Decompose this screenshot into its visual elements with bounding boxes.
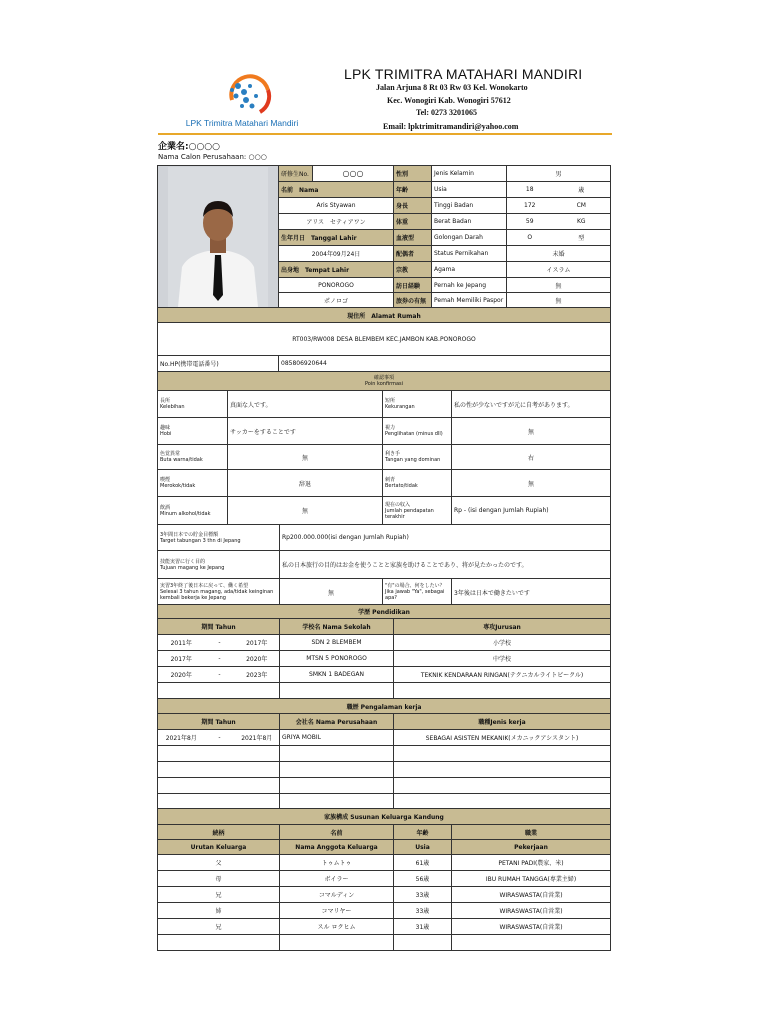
smoke-value: 辞退 [228,470,383,497]
vision-value: 無 [452,418,611,445]
table-row: 兄 コマルディン 33歳 WIRASWASTA(自営業) [158,887,611,903]
color-label: 色覚異常 Buta warna/tidak [158,445,228,470]
company-name: LPK TRIMITRA MATAHARI MANDIRI [344,66,583,82]
trainee-no-label: 研修生No. [279,166,313,182]
pob-katakana: ポノロゴ [279,293,394,308]
weakness-label: 短所 Kekurangan [383,391,452,418]
company-label: 企業名:○○○○ [158,142,221,152]
pob-value: PONOROGO [279,278,394,293]
education-col-period: 期間 Tahun [158,619,280,635]
smoke-label: 喫煙 Merokok/tidak [158,470,228,497]
strength-value: 真面な人です。 [228,391,383,418]
family-table [157,808,611,951]
visit-label-id: Pernah ke Jepang [432,278,507,293]
table-row: 2021年8月 - 2021年8月 GRIYA MOBIL SEBAGAI ASISTEN MEKANIK(メカニックアシスタント) [158,730,611,746]
person-photo-icon [168,167,268,307]
vision-label: 視力 Penglihatan (minus dll) [383,418,452,445]
return-question: "有"の場合、何をしたい？ Jika jawab "Ya", sebagai apa? [383,579,452,606]
education-col-school: 学校名 Nama Sekolah [280,619,394,635]
religion-label-id: Agama [432,262,507,278]
table-row: 父 トゥムトゥ 61歳 PETANI PADI(農家、米) [158,855,611,871]
phone-label: No.HP(携帯電話番号) [158,356,279,372]
education-col-major: 専攻Jurusan [394,619,611,635]
family-title: 家族構成 Susunan Keluarga Kandung [158,809,611,825]
family-col-relation: Urutan Keluarga [158,840,280,855]
table-row: 姉 コマリヤー 33歳 WIRASWASTA(自営業) [158,903,611,919]
svg-text:LPK Trimitra Matahari Mandiri: LPK Trimitra Matahari Mandiri [185,118,299,128]
return-answer: 3年後は日本で働きたいです [452,579,611,606]
alcohol-value: 無 [228,497,383,525]
age-label: 年齢 [394,182,432,198]
hobby-label: 趣味 Hobi [158,418,228,445]
height-value: 172 [507,198,553,214]
height-label: 身長 [394,198,432,214]
education-table [157,604,611,699]
blood-value: O [507,230,553,246]
religion-label: 宗教 [394,262,432,278]
sex-label-id: Jenis Kelamin [432,166,507,182]
table-row: 2017年 - 2020年 MTSN 5 PONOROGO 中学校 [158,651,611,667]
visit-label: 訪日経験 [394,278,432,293]
visit-value: 無 [507,278,611,293]
family-col-job-jp: 職業 [452,825,611,840]
income-label: 現在の収入 Jumlah pendapatan terakhir [383,497,452,525]
name-katakana: アリス セティアワン [279,214,394,230]
hand-value: 右 [452,445,611,470]
company-sub-label: Nama Calon Perusahaan: ○○○ [158,153,267,161]
phone-value: 085806920644 [279,356,611,372]
weight-label-id: Berat Badan [432,214,507,230]
family-col-name: Nama Anggota Keluarga [280,840,394,855]
table-row: 2011年 - 2017年 SDN 2 BLEMBEM 小学校 [158,635,611,651]
blood-label: 血液型 [394,230,432,246]
work-table [157,698,611,810]
profile-table [157,165,611,372]
target-value: Rp200.000.000(isi dengan Jumlah Rupiah) [280,525,611,551]
sex-value: 男 [507,166,611,182]
confirmation-table [157,371,611,606]
weight-unit: KG [553,214,611,230]
work-col-company: 会社名 Nama Perusahaan [280,714,394,730]
confirm-title: 確認事項 Poin konfirmasi [158,372,611,391]
marital-label: 配偶者 [394,246,432,262]
strength-label: 長所 Kelebihan [158,391,228,418]
weight-label: 体重 [394,214,432,230]
education-title: 学歴 Pendidikan [158,605,611,619]
height-label-id: Tinggi Badan [432,198,507,214]
passport-label: 旅券の有無 [394,293,432,308]
work-col-job: 職種Jenis kerja [394,714,611,730]
table-row: 2020年 - 2023年 SMKN 1 BADEGAN TEKNIK KENDARAAN RINGAN(テクニカルライトビークル) [158,667,611,683]
family-col-job: Pekerjaan [452,840,611,855]
work-title: 職歴 Pengalaman kerja [158,699,611,714]
purpose-label: 技能実習に行く目的 Tujuan magang ke Jepang [158,551,280,579]
blood-unit: 型 [553,230,611,246]
family-col-name-jp: 名前 [280,825,394,840]
applicant-photo [158,166,279,308]
dob-label: 生年月日 Tanggal Lahir [279,230,394,246]
alcohol-label: 飲酒 Minum alkohol/tidak [158,497,228,525]
address-line-1: Jalan Arjuna 8 Rt 03 Rw 03 Kel. Wonokarto [376,83,528,92]
pob-label: 出身地 Tempat Lahir [279,262,394,278]
purpose-value: 私の日本旅行の目的はお金を使うことと家族を助けることであり、将が見たかったのです。 [280,551,611,579]
marital-label-id: Status Pernikahan [432,246,507,262]
telephone: Tel: 0273 3201065 [416,108,478,117]
passport-value: 無 [507,293,611,308]
letterhead [158,58,610,136]
dob-value: 2004年09月24日 [279,246,394,262]
age-label-id: Usia [432,182,507,198]
marital-value: 未婚 [507,246,611,262]
color-value: 無 [228,445,383,470]
family-col-relation-jp: 続柄 [158,825,280,840]
weight-value: 59 [507,214,553,230]
family-col-age-jp: 年齢 [394,825,452,840]
target-label: 3年間日本での貯金目標額 Target tabungan 3 thn di Jepang [158,525,280,551]
address-title: 現住所 Alamat Rumah [158,308,611,323]
email: Email: lpktrimitramandiri@yahoo.com [383,122,519,131]
table-row: 母 ボイラー 56歳 IBU RUMAH TANGGA(専業主婦) [158,871,611,887]
sex-label: 性別 [394,166,432,182]
age-unit: 歳 [553,182,611,198]
hobby-value: サッカーをすることです [228,418,383,445]
address-line-2: Kec. Wonogiri Kab. Wonogiri 57612 [387,96,511,105]
family-col-age: Usia [394,840,452,855]
work-col-period: 期間 Tahun [158,714,280,730]
weakness-value: 私の性が少ないですが元に自考があります。 [452,391,611,418]
return-label: 実習3年終了後日本に戻って、働く希望 Selesai 3 tahun magang, ada/tidak keinginan kembali bekerja ke Jepang [158,579,280,606]
table-row: 兄 スル ロクヒム 31歳 WIRASWASTA(自営業) [158,919,611,935]
return-value: 無 [280,579,383,606]
passport-label-id: Pemah Memiliki Paspor [432,293,507,308]
religion-value: イスラム [507,262,611,278]
blood-label-id: Golongan Darah [432,230,507,246]
trainee-no: ○○○ [313,166,394,182]
income-value: Rp - (isi dengan Jumlah Rupiah) [452,497,611,525]
name-value: Aris Styawan [279,198,394,214]
tattoo-label: 刺青 Bertato/tidak [383,470,452,497]
address-value: RT003/RW008 DESA BLEMBEM KEC.JAMBON KAB.PONOROGO [158,323,611,356]
tattoo-value: 無 [452,470,611,497]
height-unit: CM [553,198,611,214]
header-divider [158,133,612,135]
age-value: 18 [507,182,553,198]
company-logo-icon [172,68,312,130]
name-label: 名前 Nama [279,182,394,198]
hand-label: 利き手 Tangan yang dominan [383,445,452,470]
